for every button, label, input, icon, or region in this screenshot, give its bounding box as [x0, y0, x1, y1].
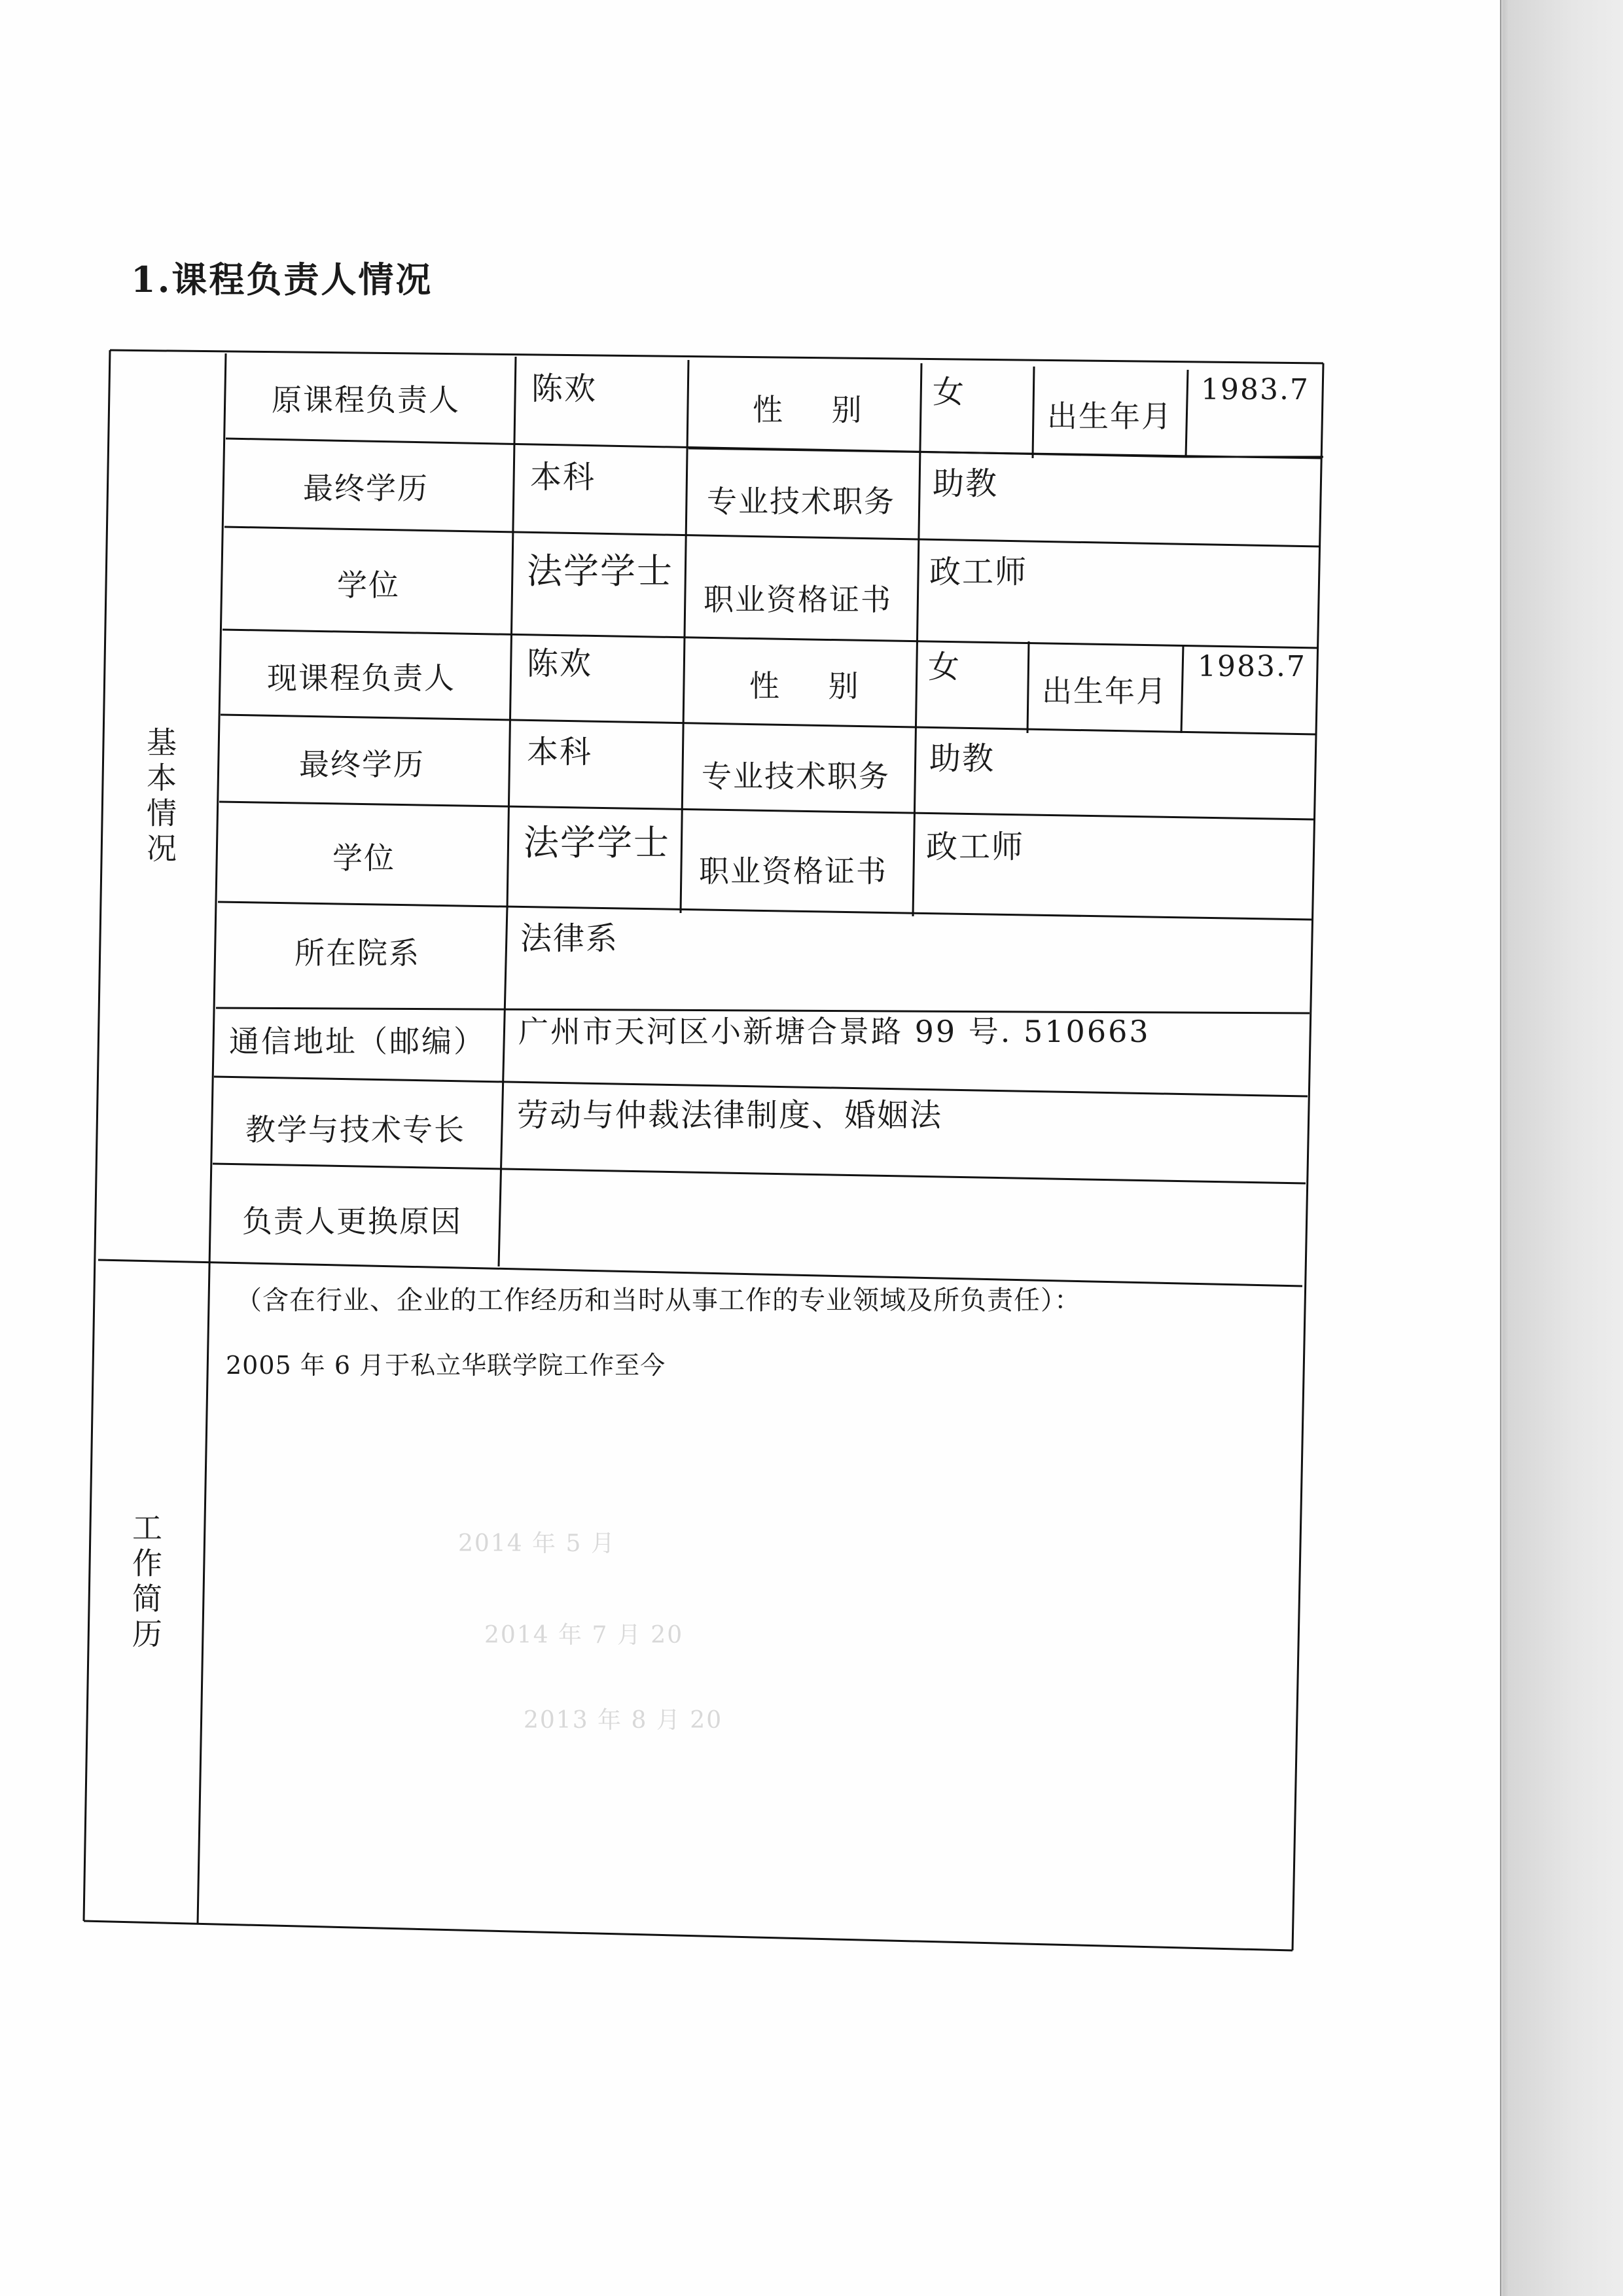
value-original-birth: 1983.7 — [1201, 373, 1310, 406]
value-current-cert: 政工师 — [926, 829, 1025, 865]
label-original-leader: 原课程负责人 — [272, 382, 460, 418]
value-current-title: 助教 — [929, 740, 995, 777]
value-original-education: 本科 — [530, 459, 596, 495]
label-current-birth: 出生年月 — [1042, 673, 1168, 709]
label-specialty: 教学与技术专长 — [245, 1112, 465, 1147]
value-specialty: 劳动与仲裁法律制度、婚姻法 — [517, 1097, 943, 1134]
value-current-degree: 法学学士 — [524, 822, 670, 863]
label-original-title: 专业技术职务 — [707, 484, 895, 519]
bleed-through-text: 2014 年 7 月 20 — [484, 1622, 684, 1649]
work-history-entry: 2005 年 6 月于私立华联学院工作至今 — [226, 1351, 666, 1380]
label-department: 所在院系 — [294, 935, 420, 971]
bleed-through-text: 2014 年 5 月 — [458, 1530, 616, 1557]
value-department: 法律系 — [520, 920, 619, 957]
label-current-leader: 现课程负责人 — [267, 660, 455, 696]
label-current-cert: 职业资格证书 — [699, 853, 887, 889]
value-original-leader-name: 陈欢 — [531, 370, 597, 407]
value-original-cert: 政工师 — [929, 554, 1028, 590]
section-heading: 1.课程负责人情况 — [131, 259, 433, 300]
value-original-gender: 女 — [933, 374, 966, 410]
label-address: 通信地址（邮编） — [229, 1024, 486, 1059]
scanner-edge-shadow — [1499, 0, 1623, 2296]
value-current-education: 本科 — [527, 734, 593, 770]
label-original-education: 最终学历 — [303, 471, 429, 506]
value-current-birth: 1983.7 — [1198, 650, 1306, 683]
section-label-basic: 基本情况 — [142, 726, 177, 868]
section-label-work: 工作简历 — [128, 1512, 163, 1653]
label-change-reason: 负责人更换原因 — [242, 1204, 462, 1239]
label-current-title: 专业技术职务 — [702, 759, 890, 794]
value-original-title: 助教 — [933, 465, 999, 502]
label-current-degree: 学位 — [332, 840, 395, 876]
label-current-education: 最终学历 — [299, 747, 425, 782]
work-history-note: （含在行业、企业的工作经历和当时从事工作的专业领域及所负责任）： — [236, 1285, 1081, 1316]
value-current-gender: 女 — [928, 649, 961, 685]
value-original-degree: 法学学士 — [527, 550, 673, 592]
label-current-gender: 性 别 — [749, 668, 878, 704]
value-address: 广州市天河区小新塘合景路 99 号. 510663 — [518, 1014, 1150, 1049]
label-original-cert: 职业资格证书 — [704, 582, 892, 617]
value-current-leader-name: 陈欢 — [527, 645, 593, 682]
label-original-birth: 出生年月 — [1047, 399, 1173, 434]
label-original-gender: 性 别 — [753, 392, 882, 427]
label-original-degree: 学位 — [337, 567, 400, 603]
bleed-through-text: 2013 年 8 月 20 — [524, 1707, 723, 1734]
